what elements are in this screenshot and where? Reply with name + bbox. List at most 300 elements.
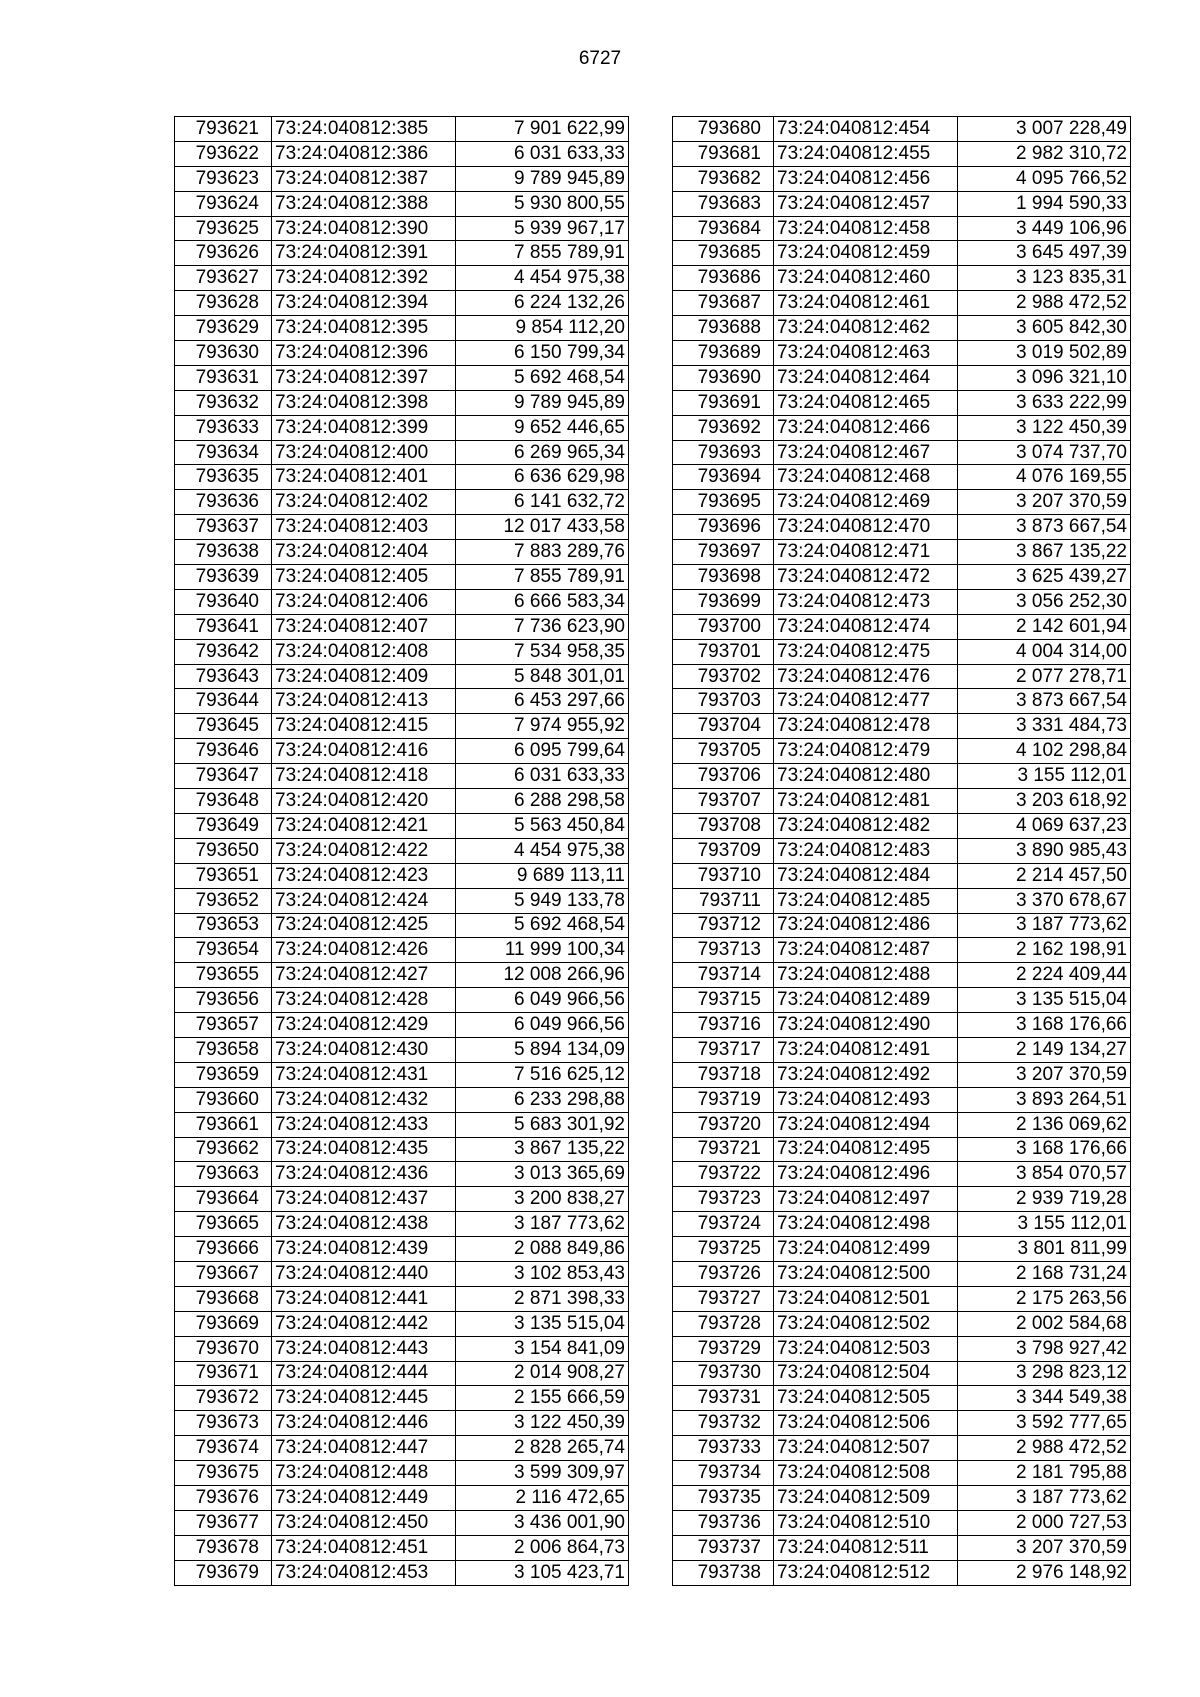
row-number-cell: 793685	[673, 241, 774, 266]
cadastral-number-cell: 73:24:040812:463	[774, 341, 958, 366]
row-number-cell: 793702	[673, 664, 774, 689]
value-cell: 2 142 601,94	[958, 614, 1131, 639]
table-row	[175, 316, 629, 341]
cadastral-number-cell: 73:24:040812:404	[272, 540, 456, 565]
value-cell: 4 102 298,84	[958, 739, 1131, 764]
value-cell: 4 095 766,52	[958, 166, 1131, 191]
table-row	[673, 1535, 1131, 1560]
value-cell: 3 854 070,57	[958, 1162, 1131, 1187]
table-row	[673, 565, 1131, 590]
table-row	[673, 117, 1131, 142]
value-cell: 12 008 266,96	[456, 963, 629, 988]
cadastral-number-cell: 73:24:040812:508	[774, 1461, 958, 1486]
table-row	[175, 390, 629, 415]
cadastral-number-cell: 73:24:040812:471	[774, 540, 958, 565]
value-cell: 6 269 965,34	[456, 440, 629, 465]
cadastral-number-cell: 73:24:040812:506	[774, 1411, 958, 1436]
row-number-cell: 793665	[175, 1212, 272, 1237]
table-row	[673, 813, 1131, 838]
value-cell: 12 017 433,58	[456, 515, 629, 540]
value-cell: 7 855 789,91	[456, 241, 629, 266]
table-row	[175, 913, 629, 938]
cadastral-number-cell: 73:24:040812:454	[774, 117, 958, 142]
row-number-cell: 793666	[175, 1237, 272, 1262]
row-number-cell: 793719	[673, 1087, 774, 1112]
value-cell: 3 187 773,62	[958, 1485, 1131, 1510]
table-row	[175, 191, 629, 216]
table-row	[175, 1137, 629, 1162]
table-row	[673, 988, 1131, 1013]
value-cell: 3 168 176,66	[958, 1137, 1131, 1162]
registry-table-right-body	[673, 117, 1131, 1586]
table-row	[175, 938, 629, 963]
row-number-cell: 793639	[175, 565, 272, 590]
row-number-cell: 793650	[175, 838, 272, 863]
table-row	[673, 316, 1131, 341]
table-row	[175, 1485, 629, 1510]
table-row	[175, 714, 629, 739]
table-row	[673, 664, 1131, 689]
row-number-cell: 793734	[673, 1461, 774, 1486]
table-row	[673, 913, 1131, 938]
cadastral-number-cell: 73:24:040812:491	[774, 1037, 958, 1062]
value-cell: 3 605 842,30	[958, 316, 1131, 341]
table-row	[673, 1087, 1131, 1112]
table-row	[175, 1087, 629, 1112]
cadastral-number-cell: 73:24:040812:475	[774, 639, 958, 664]
cadastral-number-cell: 73:24:040812:493	[774, 1087, 958, 1112]
cadastral-number-cell: 73:24:040812:479	[774, 739, 958, 764]
cadastral-number-cell: 73:24:040812:456	[774, 166, 958, 191]
cadastral-number-cell: 73:24:040812:397	[272, 365, 456, 390]
value-cell: 3 096 321,10	[958, 365, 1131, 390]
value-cell: 2 988 472,52	[958, 1436, 1131, 1461]
row-number-cell: 793697	[673, 540, 774, 565]
cadastral-number-cell: 73:24:040812:405	[272, 565, 456, 590]
value-cell: 2 000 727,53	[958, 1510, 1131, 1535]
row-number-cell: 793705	[673, 739, 774, 764]
table-row	[673, 390, 1131, 415]
cadastral-number-cell: 73:24:040812:490	[774, 1013, 958, 1038]
value-cell: 3 154 841,09	[456, 1336, 629, 1361]
cadastral-number-cell: 73:24:040812:461	[774, 291, 958, 316]
row-number-cell: 793721	[673, 1137, 774, 1162]
row-number-cell: 793686	[673, 266, 774, 291]
cadastral-number-cell: 73:24:040812:448	[272, 1461, 456, 1486]
table-row	[673, 1336, 1131, 1361]
table-row	[673, 415, 1131, 440]
cadastral-number-cell: 73:24:040812:441	[272, 1286, 456, 1311]
table-row	[673, 739, 1131, 764]
row-number-cell: 793655	[175, 963, 272, 988]
value-cell: 6 224 132,26	[456, 291, 629, 316]
row-number-cell: 793712	[673, 913, 774, 938]
row-number-cell: 793725	[673, 1237, 774, 1262]
table-row	[673, 963, 1131, 988]
row-number-cell: 793729	[673, 1336, 774, 1361]
cadastral-number-cell: 73:24:040812:406	[272, 589, 456, 614]
cadastral-number-cell: 73:24:040812:388	[272, 191, 456, 216]
table-row	[673, 216, 1131, 241]
cadastral-number-cell: 73:24:040812:455	[774, 141, 958, 166]
value-cell: 7 736 623,90	[456, 614, 629, 639]
row-number-cell: 793641	[175, 614, 272, 639]
cadastral-number-cell: 73:24:040812:442	[272, 1311, 456, 1336]
table-row	[175, 1336, 629, 1361]
cadastral-number-cell: 73:24:040812:431	[272, 1062, 456, 1087]
cadastral-number-cell: 73:24:040812:460	[774, 266, 958, 291]
row-number-cell: 793673	[175, 1411, 272, 1436]
table-row	[175, 415, 629, 440]
row-number-cell: 793638	[175, 540, 272, 565]
value-cell: 3 645 497,39	[958, 241, 1131, 266]
table-row	[175, 291, 629, 316]
row-number-cell: 793679	[175, 1560, 272, 1585]
row-number-cell: 793704	[673, 714, 774, 739]
cadastral-number-cell: 73:24:040812:492	[774, 1062, 958, 1087]
row-number-cell: 793631	[175, 365, 272, 390]
registry-table-right	[672, 116, 1131, 1586]
cadastral-number-cell: 73:24:040812:440	[272, 1261, 456, 1286]
row-number-cell: 793623	[175, 166, 272, 191]
cadastral-number-cell: 73:24:040812:486	[774, 913, 958, 938]
table-row	[175, 216, 629, 241]
table-row	[175, 341, 629, 366]
table-row	[673, 1361, 1131, 1386]
row-number-cell: 793661	[175, 1112, 272, 1137]
row-number-cell: 793654	[175, 938, 272, 963]
table-row	[673, 540, 1131, 565]
table-row	[673, 1386, 1131, 1411]
cadastral-number-cell: 73:24:040812:392	[272, 266, 456, 291]
value-cell: 3 207 370,59	[958, 1062, 1131, 1087]
row-number-cell: 793647	[175, 764, 272, 789]
cadastral-number-cell: 73:24:040812:481	[774, 789, 958, 814]
value-cell: 3 019 502,89	[958, 341, 1131, 366]
cadastral-number-cell: 73:24:040812:437	[272, 1187, 456, 1212]
value-cell: 7 974 955,92	[456, 714, 629, 739]
row-number-cell: 793731	[673, 1386, 774, 1411]
cadastral-number-cell: 73:24:040812:439	[272, 1237, 456, 1262]
value-cell: 2 828 265,74	[456, 1436, 629, 1461]
cadastral-number-cell: 73:24:040812:391	[272, 241, 456, 266]
cadastral-number-cell: 73:24:040812:407	[272, 614, 456, 639]
value-cell: 9 689 113,11	[456, 863, 629, 888]
row-number-cell: 793640	[175, 589, 272, 614]
table-row	[175, 888, 629, 913]
value-cell: 7 901 622,99	[456, 117, 629, 142]
cadastral-number-cell: 73:24:040812:451	[272, 1535, 456, 1560]
row-number-cell: 793628	[175, 291, 272, 316]
value-cell: 3 074 737,70	[958, 440, 1131, 465]
table-row	[673, 639, 1131, 664]
cadastral-number-cell: 73:24:040812:503	[774, 1336, 958, 1361]
cadastral-number-cell: 73:24:040812:430	[272, 1037, 456, 1062]
row-number-cell: 793690	[673, 365, 774, 390]
value-cell: 3 873 667,54	[958, 689, 1131, 714]
cadastral-number-cell: 73:24:040812:420	[272, 789, 456, 814]
row-number-cell: 793633	[175, 415, 272, 440]
value-cell: 6 049 966,56	[456, 988, 629, 1013]
row-number-cell: 793624	[175, 191, 272, 216]
cadastral-number-cell: 73:24:040812:480	[774, 764, 958, 789]
row-number-cell: 793691	[673, 390, 774, 415]
row-number-cell: 793663	[175, 1162, 272, 1187]
table-row	[175, 1286, 629, 1311]
cadastral-number-cell: 73:24:040812:485	[774, 888, 958, 913]
row-number-cell: 793693	[673, 440, 774, 465]
value-cell: 5 949 133,78	[456, 888, 629, 913]
value-cell: 3 592 777,65	[958, 1411, 1131, 1436]
value-cell: 2 077 278,71	[958, 664, 1131, 689]
cadastral-number-cell: 73:24:040812:386	[272, 141, 456, 166]
table-row	[175, 490, 629, 515]
row-number-cell: 793716	[673, 1013, 774, 1038]
value-cell: 2 149 134,27	[958, 1037, 1131, 1062]
row-number-cell: 793698	[673, 565, 774, 590]
table-row	[175, 1436, 629, 1461]
table-row	[673, 1112, 1131, 1137]
row-number-cell: 793658	[175, 1037, 272, 1062]
registry-table-left	[174, 116, 629, 1586]
cadastral-number-cell: 73:24:040812:478	[774, 714, 958, 739]
value-cell: 2 136 069,62	[958, 1112, 1131, 1137]
cadastral-number-cell: 73:24:040812:500	[774, 1261, 958, 1286]
value-cell: 4 076 169,55	[958, 465, 1131, 490]
value-cell: 6 150 799,34	[456, 341, 629, 366]
cadastral-number-cell: 73:24:040812:466	[774, 415, 958, 440]
value-cell: 2 014 908,27	[456, 1361, 629, 1386]
table-row	[673, 1461, 1131, 1486]
table-row	[175, 1461, 629, 1486]
table-row	[673, 440, 1131, 465]
value-cell: 9 789 945,89	[456, 166, 629, 191]
cadastral-number-cell: 73:24:040812:450	[272, 1510, 456, 1535]
value-cell: 3 867 135,22	[456, 1137, 629, 1162]
table-row	[673, 614, 1131, 639]
row-number-cell: 793708	[673, 813, 774, 838]
cadastral-number-cell: 73:24:040812:418	[272, 764, 456, 789]
cadastral-number-cell: 73:24:040812:484	[774, 863, 958, 888]
row-number-cell: 793738	[673, 1560, 774, 1585]
value-cell: 2 181 795,88	[958, 1461, 1131, 1486]
cadastral-number-cell: 73:24:040812:509	[774, 1485, 958, 1510]
row-number-cell: 793706	[673, 764, 774, 789]
value-cell: 3 122 450,39	[958, 415, 1131, 440]
value-cell: 5 563 450,84	[456, 813, 629, 838]
value-cell: 3 013 365,69	[456, 1162, 629, 1187]
cadastral-number-cell: 73:24:040812:473	[774, 589, 958, 614]
value-cell: 3 449 106,96	[958, 216, 1131, 241]
cadastral-number-cell: 73:24:040812:396	[272, 341, 456, 366]
table-row	[175, 1212, 629, 1237]
row-number-cell: 793695	[673, 490, 774, 515]
table-row	[673, 764, 1131, 789]
table-row	[175, 465, 629, 490]
cadastral-number-cell: 73:24:040812:498	[774, 1212, 958, 1237]
cadastral-number-cell: 73:24:040812:497	[774, 1187, 958, 1212]
cadastral-number-cell: 73:24:040812:507	[774, 1436, 958, 1461]
value-cell: 7 883 289,76	[456, 540, 629, 565]
row-number-cell: 793668	[175, 1286, 272, 1311]
value-cell: 6 288 298,58	[456, 789, 629, 814]
row-number-cell: 793659	[175, 1062, 272, 1087]
row-number-cell: 793709	[673, 838, 774, 863]
row-number-cell: 793678	[175, 1535, 272, 1560]
value-cell: 9 854 112,20	[456, 316, 629, 341]
cadastral-number-cell: 73:24:040812:483	[774, 838, 958, 863]
page-number: 6727	[578, 48, 622, 69]
value-cell: 9 789 945,89	[456, 390, 629, 415]
table-row	[673, 365, 1131, 390]
row-number-cell: 793674	[175, 1436, 272, 1461]
value-cell: 3 200 838,27	[456, 1187, 629, 1212]
cadastral-number-cell: 73:24:040812:416	[272, 739, 456, 764]
cadastral-number-cell: 73:24:040812:400	[272, 440, 456, 465]
value-cell: 2 002 584,68	[958, 1311, 1131, 1336]
table-row	[175, 440, 629, 465]
value-cell: 5 692 468,54	[456, 913, 629, 938]
value-cell: 3 102 853,43	[456, 1261, 629, 1286]
value-cell: 3 007 228,49	[958, 117, 1131, 142]
row-number-cell: 793727	[673, 1286, 774, 1311]
table-row	[673, 1037, 1131, 1062]
cadastral-number-cell: 73:24:040812:482	[774, 813, 958, 838]
cadastral-number-cell: 73:24:040812:488	[774, 963, 958, 988]
cadastral-number-cell: 73:24:040812:390	[272, 216, 456, 241]
value-cell: 2 175 263,56	[958, 1286, 1131, 1311]
table-row	[175, 1386, 629, 1411]
value-cell: 3 187 773,62	[958, 913, 1131, 938]
table-row	[673, 1212, 1131, 1237]
row-number-cell: 793680	[673, 117, 774, 142]
cadastral-number-cell: 73:24:040812:421	[272, 813, 456, 838]
cadastral-number-cell: 73:24:040812:401	[272, 465, 456, 490]
cadastral-number-cell: 73:24:040812:505	[774, 1386, 958, 1411]
value-cell: 3 867 135,22	[958, 540, 1131, 565]
cadastral-number-cell: 73:24:040812:429	[272, 1013, 456, 1038]
cadastral-number-cell: 73:24:040812:457	[774, 191, 958, 216]
row-number-cell: 793671	[175, 1361, 272, 1386]
cadastral-number-cell: 73:24:040812:432	[272, 1087, 456, 1112]
table-row	[673, 1411, 1131, 1436]
value-cell: 3 155 112,01	[958, 1212, 1131, 1237]
row-number-cell: 793636	[175, 490, 272, 515]
value-cell: 5 894 134,09	[456, 1037, 629, 1062]
value-cell: 3 105 423,71	[456, 1560, 629, 1585]
value-cell: 6 666 583,34	[456, 589, 629, 614]
row-number-cell: 793621	[175, 117, 272, 142]
value-cell: 3 436 001,90	[456, 1510, 629, 1535]
table-row	[175, 540, 629, 565]
cadastral-number-cell: 73:24:040812:474	[774, 614, 958, 639]
value-cell: 3 122 450,39	[456, 1411, 629, 1436]
value-cell: 6 141 632,72	[456, 490, 629, 515]
cadastral-number-cell: 73:24:040812:438	[272, 1212, 456, 1237]
row-number-cell: 793627	[175, 266, 272, 291]
table-row	[673, 1436, 1131, 1461]
cadastral-number-cell: 73:24:040812:489	[774, 988, 958, 1013]
cadastral-number-cell: 73:24:040812:472	[774, 565, 958, 590]
cadastral-number-cell: 73:24:040812:409	[272, 664, 456, 689]
row-number-cell: 793675	[175, 1461, 272, 1486]
value-cell: 3 344 549,38	[958, 1386, 1131, 1411]
value-cell: 2 162 198,91	[958, 938, 1131, 963]
table-row	[175, 689, 629, 714]
row-number-cell: 793646	[175, 739, 272, 764]
table-row	[673, 1560, 1131, 1585]
row-number-cell: 793682	[673, 166, 774, 191]
table-row	[673, 938, 1131, 963]
row-number-cell: 793692	[673, 415, 774, 440]
table-row	[673, 341, 1131, 366]
table-row	[175, 565, 629, 590]
row-number-cell: 793667	[175, 1261, 272, 1286]
cadastral-number-cell: 73:24:040812:422	[272, 838, 456, 863]
row-number-cell: 793656	[175, 988, 272, 1013]
value-cell: 3 207 370,59	[958, 1535, 1131, 1560]
row-number-cell: 793664	[175, 1187, 272, 1212]
cadastral-number-cell: 73:24:040812:415	[272, 714, 456, 739]
row-number-cell: 793694	[673, 465, 774, 490]
table-row	[673, 1485, 1131, 1510]
cadastral-number-cell: 73:24:040812:447	[272, 1436, 456, 1461]
row-number-cell: 793718	[673, 1062, 774, 1087]
table-row	[175, 614, 629, 639]
table-row	[175, 1037, 629, 1062]
cadastral-number-cell: 73:24:040812:425	[272, 913, 456, 938]
value-cell: 4 454 975,38	[456, 838, 629, 863]
row-number-cell: 793687	[673, 291, 774, 316]
table-row	[673, 191, 1131, 216]
table-row	[673, 863, 1131, 888]
value-cell: 3 155 112,01	[958, 764, 1131, 789]
table-row	[175, 838, 629, 863]
row-number-cell: 793715	[673, 988, 774, 1013]
table-row	[673, 838, 1131, 863]
row-number-cell: 793625	[175, 216, 272, 241]
value-cell: 3 135 515,04	[456, 1311, 629, 1336]
table-row	[175, 1062, 629, 1087]
table-row	[175, 639, 629, 664]
table-row	[175, 589, 629, 614]
cadastral-number-cell: 73:24:040812:395	[272, 316, 456, 341]
table-row	[673, 166, 1131, 191]
table-row	[175, 1361, 629, 1386]
table-row	[175, 1510, 629, 1535]
value-cell: 2 088 849,86	[456, 1237, 629, 1262]
row-number-cell: 793689	[673, 341, 774, 366]
value-cell: 2 976 148,92	[958, 1560, 1131, 1585]
table-row	[175, 664, 629, 689]
value-cell: 2 939 719,28	[958, 1187, 1131, 1212]
value-cell: 4 004 314,00	[958, 639, 1131, 664]
value-cell: 3 168 176,66	[958, 1013, 1131, 1038]
value-cell: 3 633 222,99	[958, 390, 1131, 415]
cadastral-number-cell: 73:24:040812:462	[774, 316, 958, 341]
table-row	[175, 988, 629, 1013]
cadastral-number-cell: 73:24:040812:502	[774, 1311, 958, 1336]
table-row	[673, 291, 1131, 316]
cadastral-number-cell: 73:24:040812:443	[272, 1336, 456, 1361]
value-cell: 3 890 985,43	[958, 838, 1131, 863]
table-row	[673, 1013, 1131, 1038]
value-cell: 6 031 633,33	[456, 764, 629, 789]
row-number-cell: 793644	[175, 689, 272, 714]
row-number-cell: 793700	[673, 614, 774, 639]
cadastral-number-cell: 73:24:040812:487	[774, 938, 958, 963]
row-number-cell: 793717	[673, 1037, 774, 1062]
